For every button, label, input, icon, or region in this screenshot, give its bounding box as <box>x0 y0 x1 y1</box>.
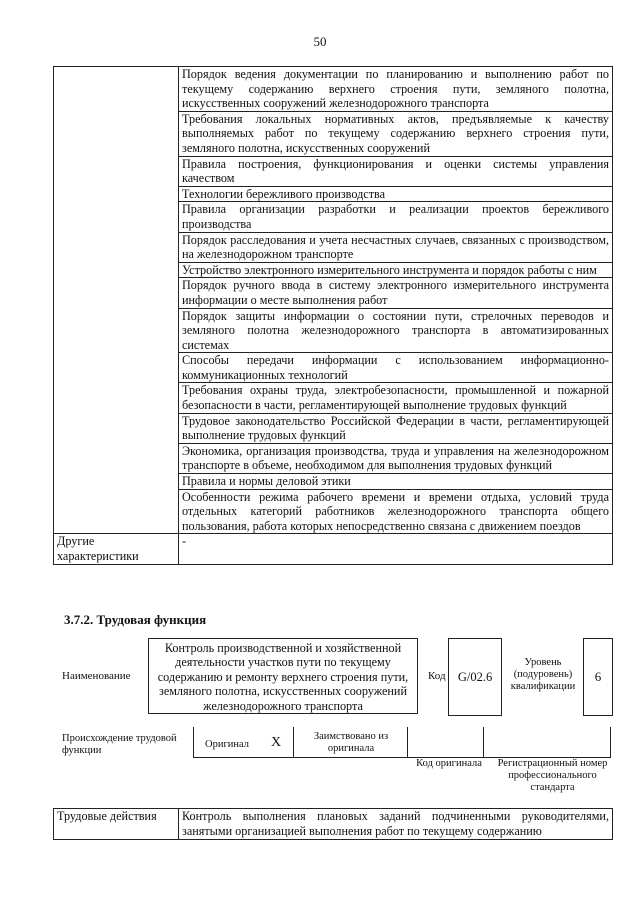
page-number: 50 <box>313 34 327 49</box>
requirement-text: Правила построения, функционирования и оценки системы управления качеством <box>179 156 613 186</box>
qualification-level-box: 6 <box>583 638 613 716</box>
requirement-text: Особенности режима рабочего времени и времени отдыха, условий труда отдельных категорий работников железнодорожного транспорта общего пользования, работа которых непосредственно связана с движением поездов <box>179 489 613 534</box>
requirement-text: Трудовое законодательство Российской Федерации в части, регламентирующей выполнение трудовых функций <box>179 413 613 443</box>
requirement-text: Устройство электронного измерительного инструмента и порядок работы с ним <box>179 262 613 278</box>
actions-label: Трудовые действия <box>54 809 179 840</box>
origin-row <box>193 727 611 758</box>
requirement-text: Требования охраны труда, электробезопасности, промышленной и пожарной безопасности в части, регламентирующей выполнение трудовых функций <box>179 383 613 413</box>
requirements-table <box>53 66 613 565</box>
requirement-text: Технологии бережливого производства <box>179 186 613 202</box>
borrowed-label: Заимствовано из оригинала <box>313 731 389 754</box>
requirement-text: Правила и нормы деловой этики <box>179 474 613 490</box>
original-label: Оригинал <box>205 739 249 750</box>
other-characteristics-label: Другие характеристики <box>54 534 179 564</box>
origin-label: Происхождение трудовой функции <box>62 733 177 756</box>
requirements-label-cell <box>54 67 179 534</box>
code-original-caption: Код оригинала <box>416 758 482 769</box>
section-title: 3.7.2. Трудовая функция <box>64 612 207 627</box>
name-label: Наименование <box>62 670 131 682</box>
original-mark: X <box>271 735 282 750</box>
requirement-text: Правила организации разработки и реализации проектов бережливого производства <box>179 202 613 232</box>
requirement-text: Порядок ведения документации по планированию и выполнению работ по текущему содержанию верхнего строения пути, земляного полотна, искусственных сооружений железнодорожного транспорта <box>179 67 613 112</box>
code-label: Код <box>428 670 446 682</box>
requirement-text: Порядок расследования и учета несчастных случаев, связанных с производством, на железнодорожном транспорте <box>179 232 613 262</box>
registration-number-caption: Регистрационный номер профессионального стандарта <box>497 758 608 793</box>
requirement-text: Порядок защиты информации о состоянии пути, стрелочных переводов и земляного полотна железнодорожного транспорта в автоматизированных системах <box>179 308 613 353</box>
requirement-text: Порядок ручного ввода в систему электронного измерительного инструмента информации о месте выполнения работ <box>179 278 613 308</box>
requirement-text: Экономика, организация производства, труда и управления на железнодорожном транспорте в объеме, необходимом для выполнения трудовых функций <box>179 443 613 473</box>
function-name-box: Контроль производственной и хозяйственной деятельности участков пути по текущему содержанию и ремонту верхнего строения пути, земляного полотна, искусственных сооружений железнодорожного транспорта <box>148 638 418 714</box>
actions-text: Контроль выполнения плановых заданий подчиненными руководителями, занятыми организацией выполнения работ по текущему содержанию <box>179 809 613 840</box>
other-characteristics-value: - <box>179 534 613 564</box>
requirement-text: Способы передачи информации с использованием информационно-коммуникационных технологий <box>179 353 613 383</box>
level-label: Уровень (подуровень) квалификации <box>510 657 576 692</box>
function-code-box: G/02.6 <box>448 638 502 716</box>
requirement-row <box>54 67 613 112</box>
actions-table <box>53 808 613 840</box>
requirement-text: Требования локальных нормативных актов, предъявляемые к качеству выполняемых работ по текущему содержанию верхнего строения пути, земляного полотна, искусственных сооружений <box>179 111 613 156</box>
actions-row <box>54 809 613 840</box>
other-characteristics-row <box>54 534 613 564</box>
